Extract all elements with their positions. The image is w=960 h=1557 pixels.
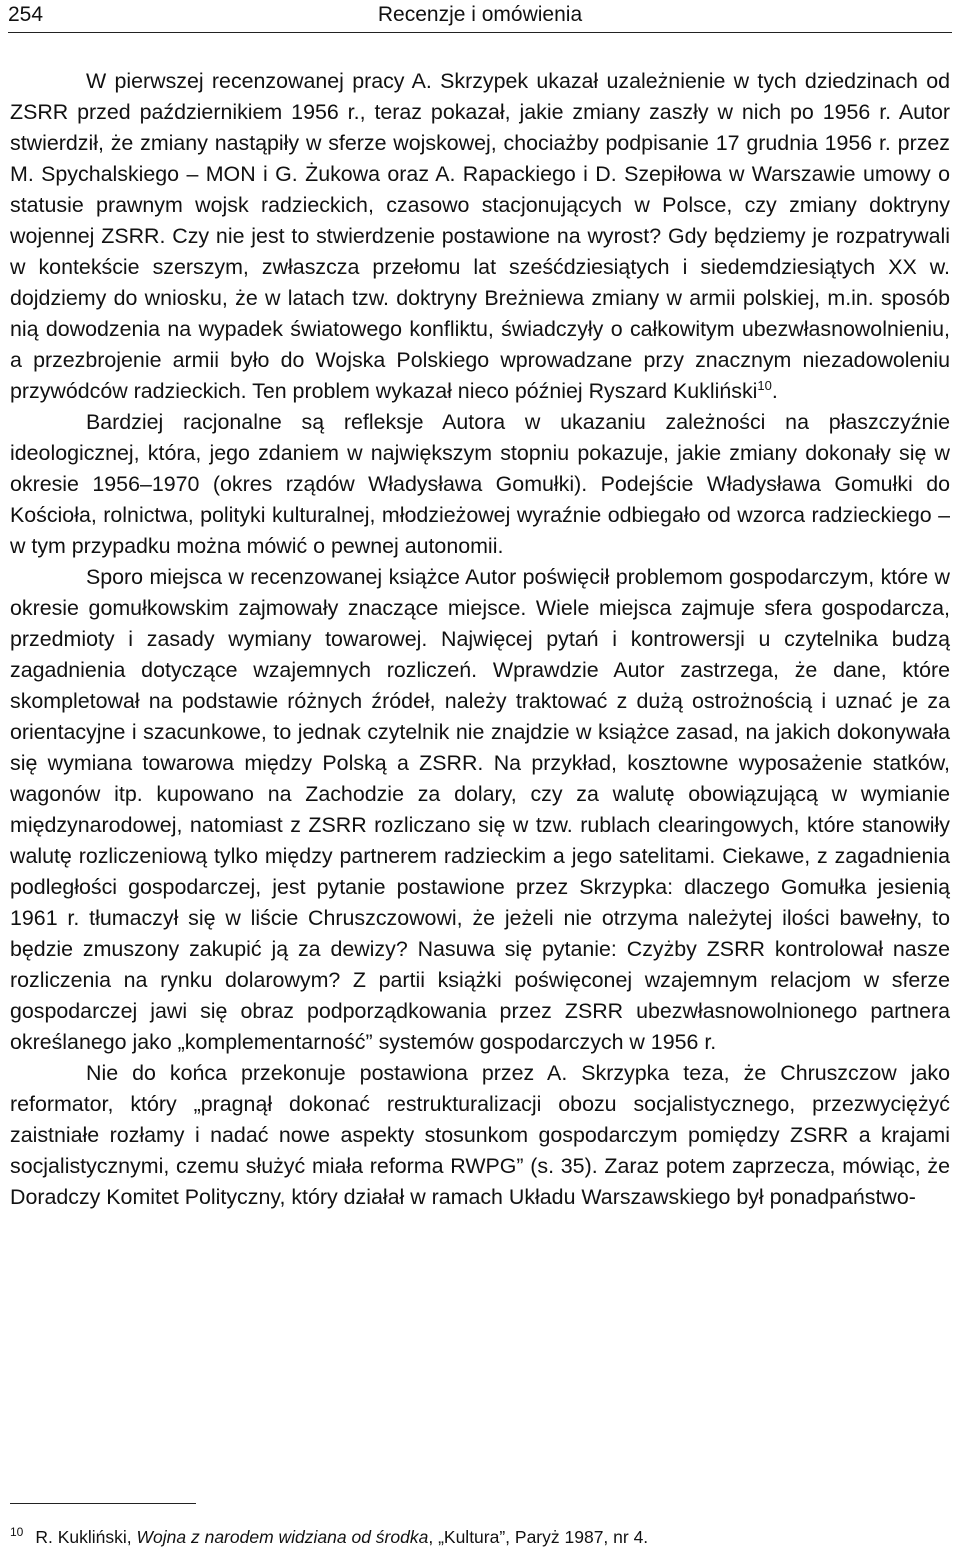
page-header <box>8 0 952 34</box>
footnote-reference[interactable]: 10 <box>757 377 772 393</box>
paragraph-1-text: W pierwszej recenzowanej pracy A. Skrzypek ukazał uzależnienie w tych dziedzinach od ZSRR przed październikiem 1956 r., teraz pokazał, jakie zmiany zaszły w nich po 1956 r. Autor stwierdził, że zmiany nastąpiły w sferze wojskowej, chociażby podpisanie 17 grudnia 1956 r. przez M. Spychalskiego – MON i G. Żukowa oraz A. Rapackiego i D. Szepiłowa w Warszawie umowy o statusie prawnym wojsk radzieckich, czasowo stacjonujących w Polsce, czy zmiany doktryny wojennej ZSRR. Czy nie jest to stwierdzenie postawione na wyrost? Gdy będziemy je rozpatrywali w kontekście szerszym, zwłaszcza przełomu lat sześćdziesiątych i siedemdziesiątych XX w. dojdziemy do wniosku, że w latach tzw. doktryny Breżniewa zmiany w armii polskiej, m.in. sposób nią dowodzenia na wypadek światowego konfliktu, świadczyły o całkowitym ubezwłasnowolnieniu, a przezbrojenie armii było do Wojska Polskiego wprowadzane przy znacznym niezadowoleniu przywódców radzieckich. Ten problem wykazał nieco później Ryszard Kukliński <box>10 69 950 403</box>
page-number: 254 <box>8 3 44 26</box>
footnote-rest: , „Kultura”, Paryż 1987, nr 4. <box>428 1527 649 1547</box>
footnote-title: Wojna z narodem widziana od środka <box>136 1527 429 1547</box>
footnote <box>10 1525 950 1549</box>
paragraph-4: Nie do końca przekonuje postawiona przez A. Skrzypka teza, że Chruszczow jako reformator, który „pragnął dokonać restrukturalizacji obozu socjalistycznego, przezwyciężyć zaistniałe rozłamy i nadać nowe aspekty stosunkom gospodarczym pomiędzy ZSRR a krajami socjalistycznymi, czemu służyć miała reforma RWPG” (s. 35). Zaraz potem zaprzecza, mówiąc, że Doradczy Komitet Polityczny, który działał w ramach Układu Warszawskiego był ponadpaństwo- <box>10 1061 950 1209</box>
footnote-mark: 10 <box>10 1525 24 1540</box>
body-text <box>10 66 950 1213</box>
paragraph-1-tail: . <box>771 379 778 403</box>
paragraph-1 <box>10 66 950 407</box>
paragraph-2: Bardziej racjonalne są refleksje Autora w ukazaniu zależności na płaszczyźnie ideologicznej, która, jego zdaniem w największym stopniu pokazuje, jakie zmiany dokonały się w okresie 1956–1970 (okres rządów Władysława Gomułki). Podejście Władysława Gomułki do Kościoła, rolnictwa, polityki kulturalnej, młodzieżowej wyraźnie odbiegało od wzorca radzieckiego – w tym przypadku można mówić o pewnej autonomii. <box>10 410 950 558</box>
header-rule <box>8 32 952 33</box>
footnote-author: R. Kukliński, <box>35 1527 132 1547</box>
running-head: Recenzje i omówienia <box>377 3 583 26</box>
footnote-rule <box>10 1503 196 1504</box>
paragraph-3: Sporo miejsca w recenzowanej książce Autor poświęcił problemom gospodarczym, które w okresie gomułkowskim zajmowały znaczące miejsce. Wiele miejsca zajmuje sfera gospodarcza, przedmioty i zasady wymiany towarowej. Najwięcej pytań i kontrowersji u czytelnika budzą zagadnienia dotyczące wzajemnych rozliczeń. Wprawdzie Autor zastrzega, że dane, które skompletował na podstawie różnych źródeł, należy traktować z dużą ostrożnością i uznać je za orientacyjne i szacunkowe, to jednak czytelnik nie znajdzie w książce zasad, na jakich dokonywała się wymiana towarowa między Polską a ZSRR. Na przykład, kosztowne wyposażenie statków, wagonów itp. kupowano na Zachodzie za dolary, czy za walutę obowiązującą w wymianie międzynarodowej, natomiast z ZSRR rozliczano się w tzw. rublach clearingowych, które stanowiły walutę rozliczeniową tylko między partnerem radzieckim a jego satelitami. Ciekawe, z zagadnienia podległości gospodarczej, jest pytanie postawione przez Skrzypka: dlaczego Gomułka jesienią 1961 r. tłumaczył się w liście Chruszczowowi, że jeżeli nie otrzyma należytej ilości bawełny, to będzie zmuszony zakupić ją za dewizy? Nasuwa się pytanie: Czyżby ZSRR kontrolował nasze rozliczenia na rynku dolarowym? Z partii książki poświęconej wzajemnym relacjom w sferze gospodarczej jawi się obraz podporządkowania przez ZSRR ubezwłasnowolnionego partnera określanego jako „komplementarność” systemów gospodarczych w 1956 r. <box>10 565 950 1054</box>
